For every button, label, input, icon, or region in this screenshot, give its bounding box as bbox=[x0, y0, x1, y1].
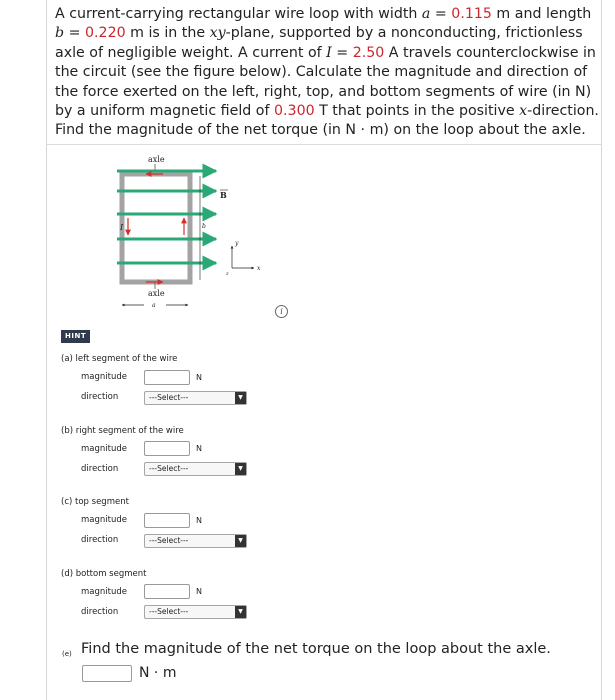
dropdown-arrow-icon: ▼ bbox=[235, 463, 246, 475]
problem-text: A current-carrying rectangular wire loop with width bbox=[55, 6, 422, 22]
axle-bottom-label: axle bbox=[148, 289, 165, 298]
part-e-unit: N · m bbox=[139, 665, 177, 681]
part-c-direction-select[interactable] bbox=[144, 534, 247, 548]
part-a-title: (a) left segment of the wire bbox=[61, 354, 178, 364]
var-b: b bbox=[55, 25, 65, 42]
dropdown-arrow-icon: ▼ bbox=[235, 535, 246, 547]
select-value: ---Select--- bbox=[149, 536, 189, 545]
part-d-magnitude-label: magnitude bbox=[81, 587, 127, 597]
var-xy: xy bbox=[209, 25, 226, 42]
divider bbox=[47, 144, 601, 145]
axle-top-label: axle bbox=[148, 155, 165, 164]
part-e-torque-input[interactable] bbox=[82, 665, 132, 682]
current-label: I bbox=[120, 223, 124, 232]
dimension-b-label: b bbox=[202, 223, 206, 230]
part-a-direction-select[interactable] bbox=[144, 391, 247, 405]
problem-text: = bbox=[64, 25, 86, 42]
part-b-magnitude-label: magnitude bbox=[81, 444, 127, 454]
value-b: 0.220 bbox=[85, 25, 126, 42]
dimension-a-label: a bbox=[152, 302, 156, 309]
x-axis-label: x bbox=[257, 265, 261, 272]
dropdown-arrow-icon: ▼ bbox=[235, 392, 246, 404]
part-a-unit: N bbox=[196, 373, 202, 382]
part-b-magnitude-input[interactable] bbox=[144, 441, 190, 456]
part-d-magnitude-input[interactable] bbox=[144, 584, 190, 599]
part-b-title: (b) right segment of the wire bbox=[61, 426, 184, 436]
problem-text: -plane, supported by a nonconducting, frictionless axle of negligible weight. A current of bbox=[55, 25, 583, 61]
part-e-question: Find the magnitude of the net torque on the loop about the axle. bbox=[81, 641, 551, 657]
y-axis-label: y bbox=[235, 240, 239, 247]
part-c-unit: N bbox=[196, 516, 202, 525]
select-value: ---Select--- bbox=[149, 607, 189, 616]
z-axis-label: z bbox=[226, 271, 229, 277]
problem-statement bbox=[55, 5, 600, 141]
problem-text: = bbox=[331, 44, 353, 61]
part-c-direction-label: direction bbox=[81, 535, 119, 545]
problem-text: A travels counterclockwise in the circuit (see the figure below). Calculate the magnitude and direction of the force exerted on the left, right, top, and bottom segments of wire (in N) by a uniform magnetic field of bbox=[55, 44, 596, 120]
select-value: ---Select--- bbox=[149, 464, 189, 473]
part-d-title: (d) bottom segment bbox=[61, 569, 147, 579]
part-a-magnitude-label: magnitude bbox=[81, 372, 127, 382]
dropdown-arrow-icon: ▼ bbox=[235, 606, 246, 618]
problem-text: m is in the bbox=[125, 25, 210, 42]
hint-button[interactable]: HINT bbox=[61, 330, 90, 343]
problem-text: -direction. Find the magnitude of the net torque (in N · m) on the loop about the axle. bbox=[55, 103, 599, 139]
part-b-direction-label: direction bbox=[81, 464, 119, 474]
var-a: a bbox=[421, 6, 431, 22]
select-value: ---Select--- bbox=[149, 393, 189, 402]
part-d-unit: N bbox=[196, 587, 202, 596]
info-icon[interactable]: i bbox=[275, 305, 288, 318]
part-a-direction-label: direction bbox=[81, 392, 119, 402]
var-i: I bbox=[326, 44, 332, 61]
part-e-label: (e) bbox=[62, 650, 72, 658]
value-i: 2.50 bbox=[352, 44, 385, 61]
var-x: x bbox=[519, 103, 528, 120]
part-c-title: (c) top segment bbox=[61, 497, 129, 507]
part-a-magnitude-input[interactable] bbox=[144, 370, 190, 385]
part-d-direction-label: direction bbox=[81, 607, 119, 617]
part-d-direction-select[interactable] bbox=[144, 605, 247, 619]
part-b-unit: N bbox=[196, 444, 202, 453]
part-c-magnitude-input[interactable] bbox=[144, 513, 190, 528]
loop-figure bbox=[108, 150, 268, 320]
problem-text: = bbox=[430, 6, 452, 22]
value-b-field: 0.300 bbox=[274, 103, 315, 120]
part-c-magnitude-label: magnitude bbox=[81, 515, 127, 525]
part-b-direction-select[interactable] bbox=[144, 462, 247, 476]
field-label: B bbox=[220, 190, 227, 200]
problem-text: T that points in the positive bbox=[314, 103, 520, 120]
value-a: 0.115 bbox=[451, 6, 492, 22]
problem-text: m and length bbox=[491, 6, 592, 22]
